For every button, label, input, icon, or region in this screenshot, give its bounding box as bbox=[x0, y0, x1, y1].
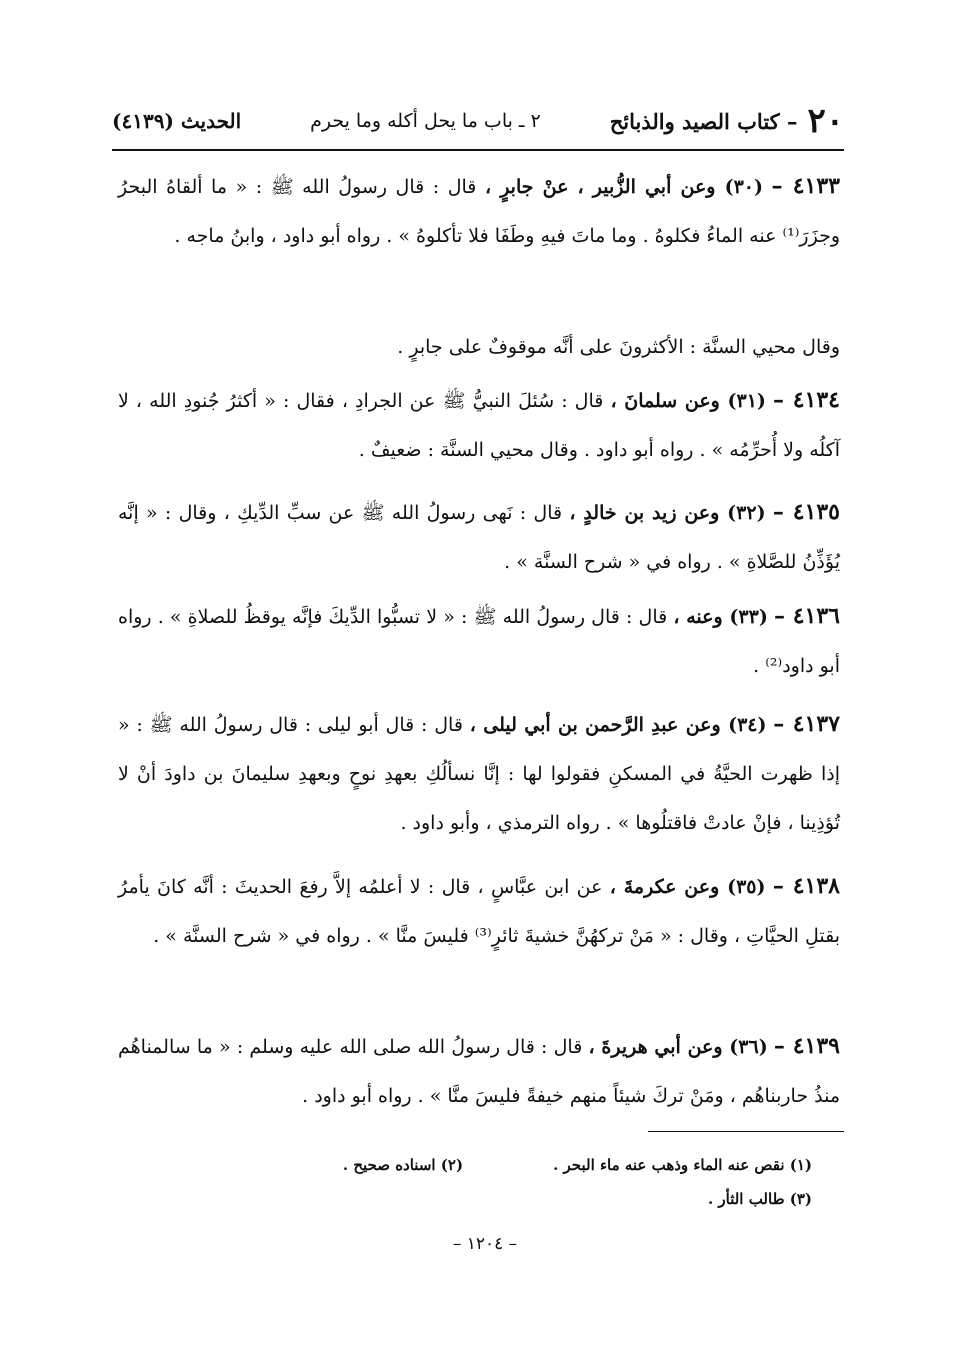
hadith-text: عن ابن عبَّاسٍ ، قال : لا أعلمُه إلاَّ رفعَ الحديثَ : أنَّه كانَ يأمرُ بقتلِ الحيَّاتِ ، وقال : « مَنْ تركهُنَّ خشيةَ ثائرٍ⁽³⁾ فليسَ منَّا » . رواه في « شرح السنَّة » . bbox=[118, 876, 840, 947]
hadith-4134 bbox=[118, 376, 840, 475]
hadith-narrator: (٣٤) وعن عبدِ الرَّحمن بن أبي ليلى ، bbox=[469, 714, 767, 736]
footnote-2: (٢) اسناده صحيح . bbox=[342, 1156, 464, 1174]
hadith-narrator: (٣٠) وعن أبي الزُّبير ، عنْ جابرٍ ، bbox=[484, 176, 763, 198]
hadith-number: ٤١٣٩ – bbox=[773, 1033, 840, 1059]
hadith-4138 bbox=[118, 862, 840, 961]
hadith-narrator: (٣٥) وعن عكرمةَ ، bbox=[609, 876, 766, 898]
scholar-note bbox=[118, 323, 840, 372]
footnote-rule bbox=[648, 1131, 844, 1132]
chapter-title: ٢ ـ باب ما يحل أكله وما يحرم bbox=[310, 110, 541, 132]
hadith-number: ٤١٣٧ – bbox=[773, 711, 840, 737]
hadith-text: قال : قال أبو ليلى : قال رسولُ الله ﷺ : « إذا ظهرت الحيَّةُ في المسكنِ فقولوا لها : إنَّا نسألُكِ بعهدِ نوحٍ وبعهدِ سليمانَ بن داودَ أنْ لا تُؤذِينا ، فإنْ عادتْ فاقتلُوها » . رواه الترمذي ، وأبو داود . bbox=[118, 714, 840, 834]
hadith-text: قال : سُئلَ النبيُّ ﷺ عن الجرادِ ، فقال : « أكثرُ جُنودِ الله ، لا آكلُه ولا أُحرِّمُه » . رواه أبو داود . وقال محيي السنَّة : ضعيفٌ . bbox=[118, 390, 840, 461]
hadith-narrator: (٣٦) وعن أبي هريرةَ ، bbox=[588, 1036, 768, 1058]
header-rule bbox=[112, 149, 844, 151]
book-title: – كتاب الصيد والذبائح bbox=[609, 108, 798, 134]
hadith-4133 bbox=[118, 162, 840, 261]
running-header bbox=[112, 96, 844, 146]
hadith-number: ٤١٣٣ – bbox=[771, 173, 840, 199]
hadith-number: ٤١٣٥ – bbox=[772, 499, 840, 525]
page-number: ٢٠ bbox=[807, 101, 844, 141]
footnote-row bbox=[118, 1148, 812, 1182]
hadith-range: الحديث (٤١٣٩) bbox=[112, 109, 242, 133]
hadith-4137 bbox=[118, 700, 840, 848]
hadith-text: قال : قال رسولُ الله ﷺ : « ما ألقاهُ البحرُ وجزَرَ⁽¹⁾ عنه الماءُ فكلوهُ . وما ماتَ فيهِ وطَفَا فلا تأكلوهُ » . رواه أبو داود ، وابنُ ماجه . bbox=[118, 176, 840, 247]
hadith-number: ٤١٣٨ – bbox=[772, 873, 840, 899]
hadith-4136 bbox=[118, 592, 840, 691]
page-footer-number: – ١٢٠٤ – bbox=[452, 1234, 518, 1254]
hadith-text: قال : قال رسولُ الله ﷺ : « لا تسبُّوا الدِّيكَ فإنَّه يوقظُ للصلاةِ » . رواه أبو داود⁽²⁾ . bbox=[118, 606, 840, 677]
hadith-text: قال : قال رسولُ الله صلى الله عليه وسلم : « ما سالمناهُم منذُ حاربناهُم ، ومَنْ تركَ شيئاً منهم خيفةً فليسَ منَّا » . رواه أبو داود . bbox=[118, 1036, 840, 1107]
footnotes bbox=[118, 1148, 812, 1216]
header-right-group bbox=[610, 101, 844, 141]
footnote-1: (١) نقص عنه الماء وذهب عنه ماء البحر . bbox=[553, 1156, 812, 1174]
hadith-number: ٤١٣٦ – bbox=[773, 603, 840, 629]
hadith-4135 bbox=[118, 488, 840, 587]
hadith-narrator: (٣١) وعن سلمانَ ، bbox=[610, 390, 766, 412]
hadith-number: ٤١٣٤ – bbox=[773, 387, 840, 413]
hadith-narrator: (٣٢) وعن زيد بن خالدٍ ، bbox=[569, 502, 766, 524]
hadith-narrator: (٣٣) وعنه ، bbox=[673, 606, 768, 628]
hadith-text: قال : نَهى رسولُ الله ﷺ عن سبِّ الدِّيكِ ، وقال : « إنَّه يُؤَذِّنُ للصَّلاةِ » . رواه في « شرح السنَّة » . bbox=[118, 502, 840, 573]
footnote-3: (٣) طالب الثأر . bbox=[707, 1190, 812, 1208]
scholar-note-text: وقال محيي السنَّة : الأكثرونَ على أنَّه موقوفٌ على جابرٍ . bbox=[397, 336, 840, 358]
hadith-4139 bbox=[118, 1022, 840, 1121]
